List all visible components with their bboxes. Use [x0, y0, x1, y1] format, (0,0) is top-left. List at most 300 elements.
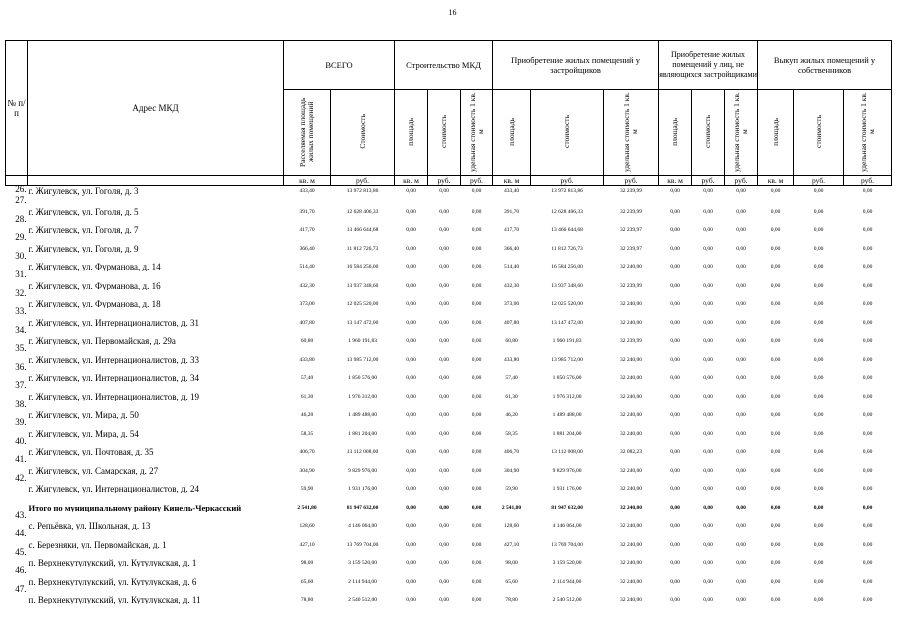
value-cell: 32 240,00	[620, 523, 643, 529]
value-cell: 0,00	[703, 375, 713, 381]
value-cell: 0,00	[813, 282, 824, 289]
value-cell: 0,00	[471, 523, 482, 529]
value-cell: 13 466 644,68	[551, 227, 583, 233]
unit-cell: руб.	[461, 176, 493, 186]
value-cell: 366,40	[299, 245, 315, 252]
subheader-cell	[493, 90, 531, 176]
value-cell: 0,00	[670, 393, 680, 400]
value-cell: 0,00	[813, 227, 824, 233]
value-cell: 12 025 520,00	[551, 301, 583, 307]
row-number: 27.	[15, 195, 27, 205]
value-cell: 0,00	[471, 560, 482, 566]
value-cell: 0,00	[439, 245, 449, 252]
value-cell: 0,00	[670, 188, 680, 194]
row-number: 46.	[15, 565, 27, 575]
value-cell: 16 584 256,00	[551, 264, 583, 270]
table-row	[6, 290, 892, 309]
value-cell: 0,00	[703, 208, 713, 215]
value-cell: 0,00	[813, 393, 824, 400]
value-cell: 46,20	[300, 412, 314, 418]
subheader-cell	[844, 90, 892, 176]
value-cell: 417,70	[299, 227, 315, 233]
value-cell: 2 541,80	[297, 504, 317, 511]
value-cell: 0,00	[471, 188, 482, 194]
value-cell: 0,00	[862, 301, 873, 307]
row-address: г. Жигулевск, ул. Интернационалистов, д. 34	[28, 373, 200, 382]
value-cell: 13 937 348,60	[551, 282, 583, 289]
value-cell: 0,00	[813, 467, 824, 474]
unit-cell: руб.	[725, 176, 758, 186]
value-cell: 58,35	[505, 430, 518, 437]
total-label: Итого по муниципальному району Кинель-Черкасский	[28, 502, 242, 512]
row-address: г. Жигулевск, ул. Фурманова, д. 18	[28, 299, 161, 308]
value-cell: 0,00	[736, 578, 746, 585]
row-address: п. Верхнекутулукский, ул. Кутулукская, д. 1	[28, 558, 197, 567]
table-header	[6, 41, 892, 186]
value-cell: 0,00	[813, 541, 824, 548]
subheader-cell	[659, 90, 692, 176]
value-cell: 4 146 064,00	[348, 523, 377, 529]
value-cell: 0,00	[439, 375, 449, 381]
value-cell: 0,00	[770, 393, 781, 400]
row-number: 40.	[15, 435, 27, 446]
row-address: г. Жигулевск, ул. Фурманова, д. 14	[28, 262, 161, 271]
value-cell: 0,00	[703, 412, 713, 418]
value-cell: 0,00	[770, 264, 781, 270]
value-cell: 1 976 312,00	[348, 393, 377, 400]
value-cell: 0,00	[813, 486, 824, 492]
value-cell: 0,00	[439, 597, 449, 603]
value-cell: 13 112 008,00	[346, 449, 379, 455]
value-cell: 2 114 944,00	[348, 578, 377, 585]
value-cell: 0,00	[703, 486, 713, 492]
value-cell: 0,00	[439, 356, 449, 363]
row-number: 32.	[15, 287, 27, 298]
value-cell: 0,00	[439, 578, 449, 585]
value-cell: 0,00	[670, 504, 680, 511]
value-cell: 0,00	[406, 227, 416, 233]
subheader-cell	[395, 90, 428, 176]
value-cell: 304,90	[503, 467, 520, 474]
value-cell: 0,00	[736, 375, 746, 381]
value-cell: 3 159 520,00	[348, 560, 377, 566]
subheader-label: удельная стоимость 1 кв. м	[732, 91, 750, 172]
subheader-label: удельная стоимость 1 кв. м	[858, 91, 876, 172]
value-cell: 98,00	[505, 560, 518, 566]
value-cell: 32 082,23	[620, 449, 643, 455]
unit-cell: руб.	[604, 176, 659, 186]
row-address: п. Верхнекутулукский, ул. Кутулукская, д. 11	[28, 595, 201, 604]
value-cell: 0,00	[439, 412, 449, 418]
housing-table	[5, 40, 892, 604]
value-cell: 12 628 406,33	[346, 208, 379, 215]
value-cell: 32 240,00	[620, 301, 643, 307]
value-cell: 0,00	[770, 467, 781, 474]
table-row	[6, 327, 892, 346]
value-cell: 0,00	[439, 504, 449, 511]
value-cell: 0,00	[406, 319, 416, 326]
row-address: г. Жигулевск, ул. Гоголя, д. 3	[28, 186, 139, 196]
value-cell: 0,00	[471, 393, 482, 400]
value-cell: 9 829 976,00	[552, 467, 582, 474]
value-cell: 0,00	[471, 541, 482, 548]
value-cell: 0,00	[439, 227, 449, 233]
value-cell: 12 628 406,33	[551, 208, 583, 215]
value-cell: 0,00	[406, 523, 416, 529]
value-cell: 0,00	[703, 227, 713, 233]
unit-cell: руб.	[692, 176, 725, 186]
value-cell: 0,00	[406, 486, 416, 492]
value-cell: 391,70	[503, 208, 520, 215]
value-cell: 0,00	[813, 188, 824, 194]
value-cell: 0,00	[736, 560, 746, 566]
value-cell: 0,00	[670, 301, 680, 307]
value-cell: 432,30	[503, 282, 520, 289]
value-cell: 0,00	[471, 412, 482, 418]
value-cell: 0,00	[736, 264, 746, 270]
value-cell: 1 489 488,00	[348, 412, 377, 418]
value-cell: 0,00	[471, 245, 482, 252]
value-cell: 59,90	[300, 486, 314, 492]
value-cell: 0,00	[703, 560, 713, 566]
value-cell: 32 239,99	[620, 282, 643, 289]
value-cell: 32 240,00	[620, 430, 643, 437]
subheader-cell	[331, 90, 395, 176]
value-cell: 13 985 712,00	[346, 356, 379, 363]
row-address: с. Репьёвка, ул. Школьная, д. 13	[28, 521, 151, 530]
table-row	[6, 186, 892, 198]
address-header: Адрес МКД	[28, 41, 284, 176]
value-cell: 32 240,00	[620, 264, 643, 270]
subheader-label: стоимость	[703, 115, 713, 148]
value-cell: 2 540 512,00	[348, 597, 377, 603]
value-cell: 0,00	[770, 560, 781, 566]
value-cell: 0,00	[406, 467, 416, 474]
row-number: 38.	[15, 398, 27, 409]
value-cell: 0,00	[736, 541, 746, 548]
value-cell: 0,00	[439, 541, 449, 548]
value-cell: 0,00	[703, 393, 713, 400]
value-cell: 0,00	[862, 486, 873, 492]
value-cell: 0,00	[670, 227, 680, 233]
value-cell: 32 239,99	[620, 208, 643, 215]
value-cell: 1 931 176,00	[552, 486, 582, 492]
value-cell: 0,00	[406, 430, 416, 437]
value-cell: 0,00	[471, 375, 482, 381]
value-cell: 0,00	[439, 467, 449, 474]
value-cell: 0,00	[813, 338, 824, 344]
value-cell: 11 812 726,73	[346, 245, 379, 252]
value-cell: 0,00	[703, 597, 713, 603]
value-cell: 1 976 312,00	[552, 393, 582, 400]
value-cell: 32 240,00	[620, 356, 643, 363]
value-cell: 1 960 191,83	[552, 338, 582, 344]
subheader-cell	[725, 90, 758, 176]
unit-cell: руб.	[428, 176, 461, 186]
table-row	[6, 438, 892, 457]
value-cell: 13 769 704,00	[346, 541, 379, 548]
value-cell: 0,00	[406, 560, 416, 566]
value-cell: 0,00	[703, 356, 713, 363]
value-cell: 0,00	[736, 430, 746, 437]
value-cell: 0,00	[703, 449, 713, 455]
value-cell: 81 947 632,00	[346, 504, 379, 511]
value-cell: 0,00	[770, 282, 781, 289]
value-cell: 0,00	[770, 227, 781, 233]
value-cell: 0,00	[862, 430, 873, 437]
value-cell: 0,00	[813, 375, 824, 381]
value-cell: 46,20	[505, 412, 518, 418]
value-cell: 0,00	[703, 578, 713, 585]
value-cell: 0,00	[862, 375, 873, 381]
table-row	[6, 364, 892, 383]
unit-cell: кв. м	[284, 176, 331, 186]
value-cell: 78,80	[505, 597, 518, 603]
value-cell: 0,00	[406, 412, 416, 418]
value-cell: 0,00	[439, 264, 449, 270]
value-cell: 0,00	[862, 449, 873, 455]
value-cell: 0,00	[471, 467, 482, 474]
unit-cell: руб.	[331, 176, 395, 186]
unit-cell: кв. м	[493, 176, 531, 186]
value-cell: 0,00	[406, 338, 416, 344]
value-cell: 0,00	[670, 486, 680, 492]
value-cell: 13 769 704,00	[551, 541, 583, 548]
subheader-label: площадь	[406, 117, 415, 146]
value-cell: 407,80	[299, 319, 315, 326]
value-cell: 0,00	[471, 504, 482, 511]
value-cell: 427,10	[503, 541, 520, 548]
row-address: г. Жигулевск, ул. Первомайская, д. 29а	[28, 336, 176, 345]
table-body	[6, 186, 892, 605]
subheader-cell	[531, 90, 604, 176]
value-cell: 1 881 204,00	[552, 430, 582, 437]
row-number: 47.	[15, 583, 27, 594]
value-cell: 32 240,00	[620, 319, 643, 326]
value-cell: 0,00	[770, 430, 781, 437]
value-cell: 81 947 632,00	[551, 504, 583, 511]
units-spacer	[28, 176, 284, 186]
row-address: г. Жигулевск, ул. Самарская, д. 27	[28, 465, 159, 475]
value-cell: 0,00	[813, 264, 824, 270]
value-cell: 0,00	[439, 282, 449, 289]
group-developers-header: Приобретение жилых помещений у застройщиков	[493, 41, 659, 90]
table-row	[6, 530, 892, 549]
table-row	[6, 586, 892, 605]
value-cell: 0,00	[670, 430, 680, 437]
value-cell: 2 114 944,00	[552, 578, 582, 585]
table-row	[6, 197, 892, 216]
value-cell: 0,00	[439, 208, 449, 215]
row-address: п. Верхнекутулукский, ул. Кутулукская, д. 6	[28, 576, 197, 586]
row-address: г. Жигулевск, ул. Фурманова, д. 16	[28, 280, 161, 290]
value-cell: 0,00	[703, 504, 713, 511]
row-number: 41.	[15, 454, 27, 464]
value-cell: 0,00	[703, 301, 713, 307]
value-cell: 0,00	[670, 412, 680, 418]
value-cell: 13 985 712,00	[551, 356, 583, 363]
row-address: г. Жигулевск, ул. Интернационалистов, д. 19	[28, 391, 200, 401]
value-cell: 32 240,00	[620, 504, 643, 511]
value-cell: 0,00	[736, 245, 746, 252]
value-cell: 0,00	[406, 208, 416, 215]
value-cell: 0,00	[471, 264, 482, 270]
value-cell: 1 931 176,00	[348, 486, 377, 492]
value-cell: 0,00	[439, 319, 449, 326]
table-row	[6, 234, 892, 253]
value-cell: 60,80	[505, 338, 518, 344]
value-cell: 0,00	[770, 597, 781, 603]
value-cell: 304,90	[299, 467, 315, 474]
value-cell: 0,00	[736, 208, 746, 215]
value-cell: 1 960 191,83	[348, 338, 377, 344]
row-address: г. Жигулевск, ул. Почтовая, д. 35	[28, 447, 154, 456]
table-row	[6, 382, 892, 401]
value-cell: 0,00	[471, 282, 482, 289]
value-cell: 391,70	[299, 208, 315, 215]
value-cell: 0,00	[670, 282, 680, 289]
unit-cell: кв. м	[758, 176, 794, 186]
value-cell: 1 489 488,00	[552, 412, 582, 418]
value-cell: 0,00	[439, 430, 449, 437]
value-cell: 0,00	[736, 449, 746, 455]
value-cell: 0,00	[406, 188, 416, 194]
value-cell: 32 239,97	[620, 227, 643, 233]
value-cell: 0,00	[862, 504, 873, 511]
value-cell: 0,00	[813, 523, 824, 529]
value-cell: 0,00	[670, 578, 680, 585]
subheader-cell	[604, 90, 659, 176]
value-cell: 0,00	[471, 449, 482, 455]
value-cell: 0,00	[670, 264, 680, 270]
value-cell: 514,40	[503, 264, 520, 270]
value-cell: 0,00	[670, 560, 680, 566]
subheader-cell	[692, 90, 725, 176]
value-cell: 0,00	[439, 449, 449, 455]
row-address: г. Жигулевск, ул. Гоголя, д. 7	[28, 225, 139, 234]
value-cell: 0,00	[770, 375, 781, 381]
value-cell: 0,00	[406, 504, 416, 511]
value-cell: 32 240,00	[620, 486, 643, 492]
table-row	[6, 512, 892, 531]
group-nondevelopers-header: Приобретение жилых помещений у лиц, не являющихся застройщиками	[659, 41, 758, 90]
subheader-cell	[758, 90, 794, 176]
value-cell: 0,00	[770, 449, 781, 455]
value-cell: 0,00	[862, 264, 873, 270]
subheader-label: удельная стоимость 1 кв. м	[467, 91, 485, 172]
row-number: 30.	[15, 250, 27, 261]
value-cell: 0,00	[770, 523, 781, 529]
value-cell: 61,30	[505, 393, 518, 400]
value-cell: 0,00	[439, 393, 449, 400]
table-row	[6, 475, 892, 494]
row-address: г. Жигулевск, ул. Интернационалистов, д. 24	[28, 484, 200, 493]
subheader-label: стоимость	[562, 115, 572, 148]
value-cell: 0,00	[813, 430, 824, 437]
value-cell: 32 239,99	[620, 338, 643, 344]
unit-cell: кв. м	[395, 176, 428, 186]
value-cell: 433,40	[503, 188, 520, 194]
value-cell: 0,00	[736, 282, 746, 289]
value-cell: 0,00	[813, 245, 824, 252]
value-cell: 427,10	[299, 541, 315, 548]
value-cell: 0,00	[736, 504, 746, 511]
page-number: 16	[448, 8, 457, 17]
value-cell: 0,00	[670, 245, 680, 252]
row-address: с. Березняки, ул. Первомайская, д. 1	[28, 539, 167, 549]
value-cell: 32 240,00	[620, 597, 643, 603]
value-cell: 0,00	[703, 264, 713, 270]
value-cell: 432,30	[299, 282, 315, 289]
value-cell: 0,00	[770, 356, 781, 363]
value-cell: 0,00	[862, 597, 873, 603]
row-number: 28.	[15, 213, 27, 224]
value-cell: 0,00	[703, 523, 713, 529]
value-cell: 0,00	[862, 208, 873, 215]
value-cell: 0,00	[670, 375, 680, 381]
value-cell: 0,00	[862, 393, 873, 400]
subheader-label: Расселяемая площадь жилых помещений	[298, 96, 315, 167]
value-cell: 1 850 576,00	[552, 375, 582, 381]
value-cell: 0,00	[471, 486, 482, 492]
row-number: 31.	[15, 269, 27, 279]
subheader-cell	[428, 90, 461, 176]
value-cell: 13 937 348,60	[346, 282, 379, 289]
value-cell: 0,00	[862, 338, 873, 344]
value-cell: 32 239,97	[620, 245, 643, 252]
value-cell: 0,00	[703, 338, 713, 344]
value-cell: 0,00	[862, 356, 873, 363]
row-number: 42.	[15, 472, 27, 483]
value-cell: 0,00	[813, 356, 824, 363]
row-number	[6, 493, 28, 512]
row-number: 29.	[15, 232, 27, 242]
value-cell: 128,60	[299, 523, 315, 529]
value-cell: 11 812 726,73	[551, 245, 583, 252]
value-cell: 514,40	[299, 264, 315, 270]
value-cell: 0,00	[471, 338, 482, 344]
subheader-label: площадь	[670, 117, 680, 146]
value-cell: 0,00	[670, 208, 680, 215]
row-number: 35.	[15, 343, 27, 353]
value-cell: 0,00	[471, 356, 482, 363]
value-cell: 0,00	[406, 356, 416, 363]
value-cell: 0,00	[471, 430, 482, 437]
value-cell: 13 972 813,86	[346, 188, 379, 194]
value-cell: 0,00	[736, 523, 746, 529]
value-cell: 406,70	[503, 449, 520, 455]
table-row	[6, 345, 892, 364]
value-cell: 0,00	[406, 578, 416, 585]
value-cell: 0,00	[862, 560, 873, 566]
value-cell: 32 240,00	[620, 393, 643, 400]
table-row	[6, 549, 892, 568]
value-cell: 32 240,00	[620, 412, 643, 418]
value-cell: 9 829 976,00	[348, 467, 377, 474]
row-number: 36.	[15, 361, 27, 372]
value-cell: 0,00	[770, 208, 781, 215]
value-cell: 32 240,00	[620, 467, 643, 474]
row-address: г. Жигулевск, ул. Интернационалистов, д. 31	[28, 317, 200, 327]
value-cell: 13 466 644,68	[346, 227, 379, 233]
row-number: 37.	[15, 380, 27, 390]
value-cell: 0,00	[670, 597, 680, 603]
value-cell: 0,00	[703, 541, 713, 548]
value-cell: 0,00	[406, 375, 416, 381]
value-cell: 406,70	[299, 449, 315, 455]
row-address: г. Жигулевск, ул. Мира, д. 50	[28, 410, 139, 419]
value-cell: 0,00	[406, 264, 416, 270]
